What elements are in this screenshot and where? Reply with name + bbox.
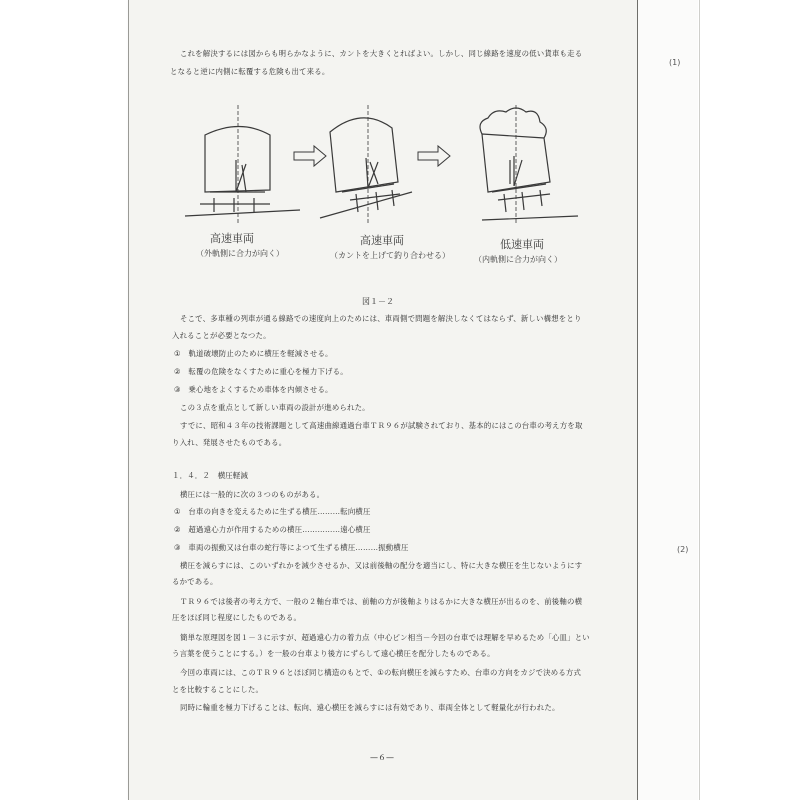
para3-line-1: この３点を重点として新しい車両の設計が進められた。	[180, 403, 370, 412]
para4-line-6: う言葉を使うことにする。）を一般の台車より後方にずらして遠心横圧を配分したものである。	[172, 649, 495, 658]
para4-line-4: 圧をほぼ同じ程度にしたものである。	[172, 613, 302, 622]
next-page-edge	[638, 0, 698, 800]
para2-line-1: そこで、多車種の列車が通る線路での速度向上のためには、車両側で問題を解決しなくてはならず、新しい構想をとり	[180, 314, 582, 323]
para4-line-9: 同時に輪重を極力下げることは、転向、遠心横圧を減らすには有効であり、車両全体として軽量化が行われた。	[180, 703, 560, 712]
vehicle-2-drawing	[320, 105, 412, 225]
list2-item-3: ③ 車両の振動又は台車の蛇行等によつて生ずる横圧………振動横圧	[174, 543, 409, 552]
section-heading: １．４．２ 横圧軽減	[172, 471, 248, 480]
vehicle-2-label: 高速車両	[360, 234, 404, 247]
vehicle-3-drawing	[480, 105, 578, 225]
para4-line-5: 簡単な原理図を図１－３に示すが、超過遠心力の着力点（中心ピン相当－今回の台車では理解を早めるため「心皿」とい	[180, 633, 590, 642]
para4-line-3: ＴＲ９６では後者の考え方で、一般の２軸台車では、前軸の方が後軸よりはるかに大きな横圧が出るのを、前後軸の横	[180, 597, 583, 606]
intro-line-1: これを解決するには図からも明らかなように、カントを大きくとればよい。しかし、同じ線路を速度の低い貨車も走る	[180, 49, 583, 58]
para3-line-3: り入れ、発展させたものである。	[172, 438, 287, 447]
para4-line-7: 今回の車両には、このＴＲ９６とほぼ同じ構造のもとで、①の転向横圧を減らすため、台車の方向をカジで決める方式	[180, 668, 582, 677]
vehicle-3-note: （内軌側に合力が向く）	[474, 255, 562, 264]
list2-item-2: ② 超過遠心力が作用するための横圧……………遠心横圧	[174, 525, 371, 534]
section-intro: 横圧には一般的に次の３つのものがある。	[180, 490, 325, 499]
vehicle-1-drawing	[185, 105, 300, 225]
vehicle-1-note: （外軌側に合力が向く）	[196, 249, 284, 258]
intro-line-2: となると逆に内側に転覆する危険も出て来る。	[170, 67, 330, 76]
vehicle-tilt-figure	[130, 100, 610, 230]
para3-line-2: すでに、昭和４３年の技術課題として高速曲線通過台車ＴＲ９６が試験されており、基本的にはこの台車の考え方を取	[180, 421, 583, 430]
para4-line-1: 横圧を減らすには、このいずれかを減少させるか、又は前後軸の配分を適当にし、特に大きな横圧を生じないようにす	[180, 561, 583, 570]
vehicle-2-note: （カントを上げて釣り合わせる）	[330, 251, 450, 260]
vehicle-1-label: 高速車両	[210, 232, 254, 245]
margin-mark-top: (1)	[669, 58, 681, 67]
list1-item-2: ② 転覆の危険をなくすために重心を極力下げる。	[174, 367, 348, 376]
para2-line-2: 入れることが必要となつた。	[172, 331, 271, 340]
list1-item-1: ① 軌道破壊防止のために横圧を軽減させる。	[174, 349, 333, 358]
figure-caption: 図１－２	[362, 297, 394, 306]
margin-mark-bottom: (2)	[677, 545, 689, 554]
para4-line-8: とを比較することにした。	[172, 685, 264, 694]
para4-line-2: るかである。	[172, 577, 218, 586]
list1-item-3: ③ 乗心地をよくするため車体を内傾させる。	[174, 385, 333, 394]
page-number: —６—	[370, 753, 394, 762]
page-divider	[699, 0, 700, 800]
list2-item-1: ① 台車の向きを変えるために生ずる横圧………転向横圧	[174, 507, 371, 516]
vehicle-3-label: 低速車両	[500, 238, 544, 251]
